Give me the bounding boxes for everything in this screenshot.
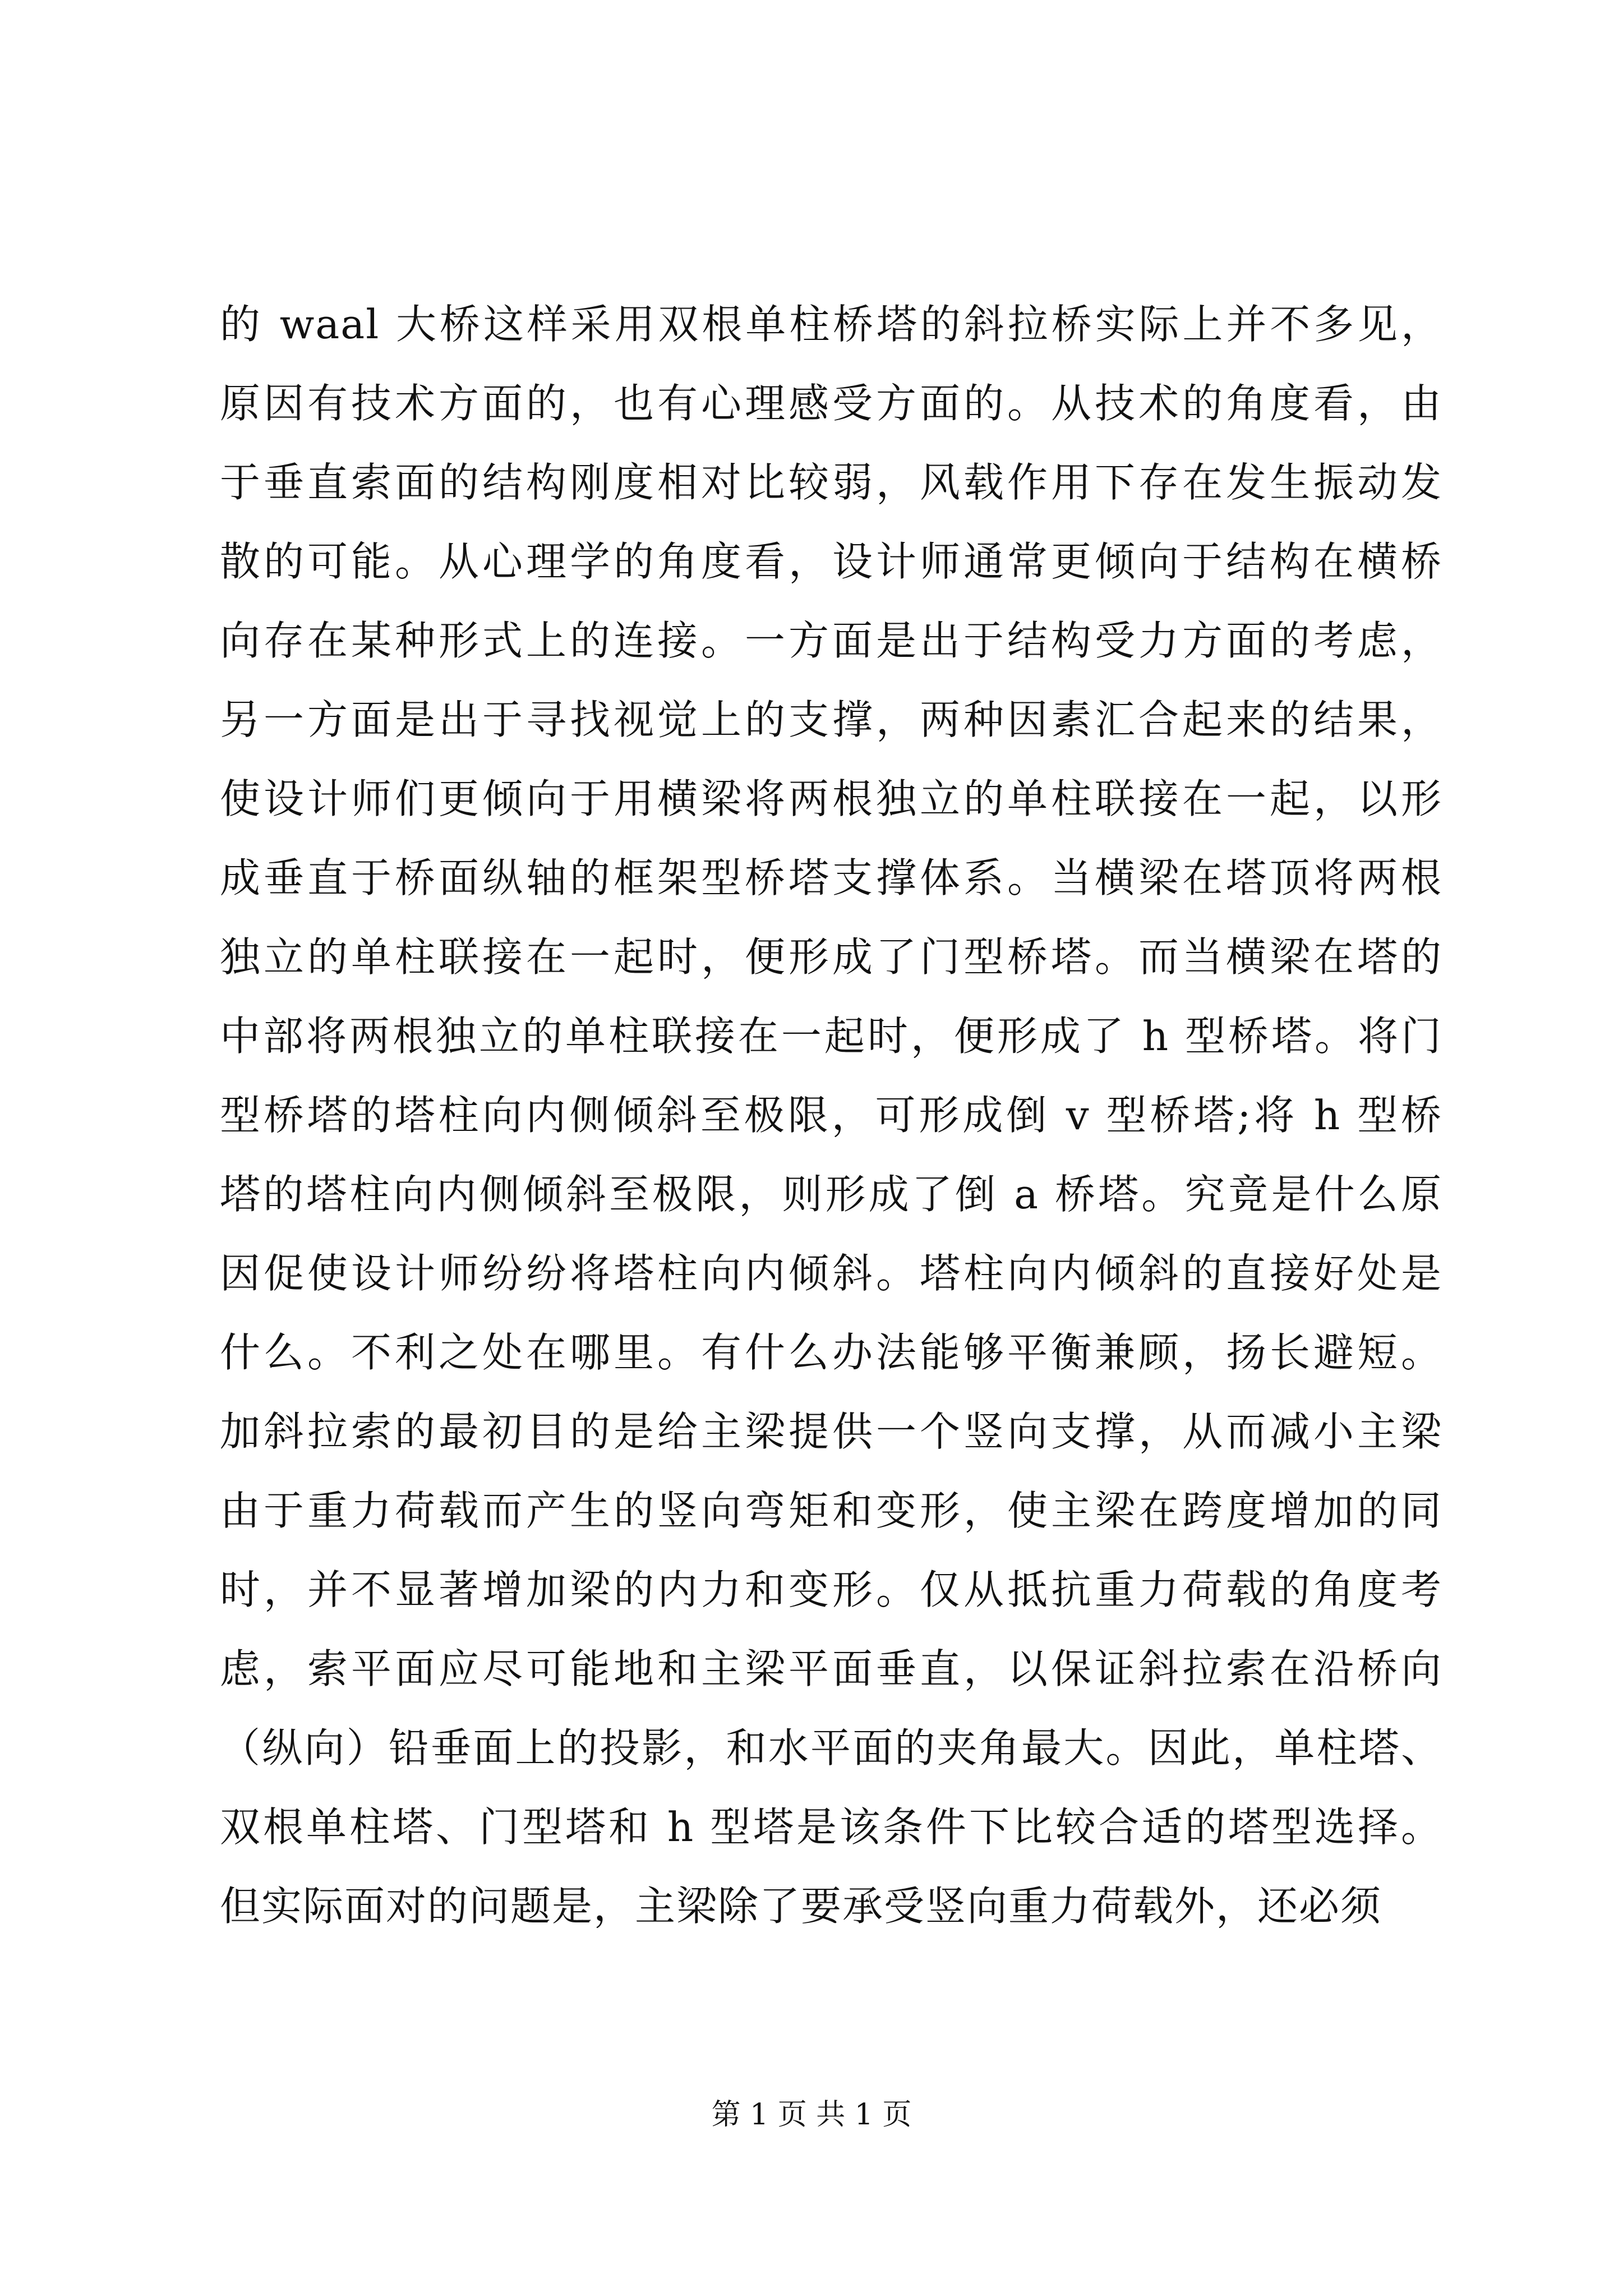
text-line: 双根单柱塔、门型塔和 h 型塔是该条件下比较合适的塔型选择。	[220, 1803, 1442, 1851]
text-line: 散的可能。从心理学的角度看，设计师通常更倾向于结构在横桥	[220, 538, 1442, 585]
text-line: 塔的塔柱向内侧倾斜至极限，则形成了倒 a 桥塔。究竟是什么原	[220, 1171, 1442, 1218]
text-line: 由于重力荷载而产生的竖向弯矩和变形，使主梁在跨度增加的同	[220, 1487, 1442, 1534]
text-line: 独立的单柱联接在一起时，便形成了门型桥塔。而当横梁在塔的	[220, 933, 1442, 981]
page-footer: 第 1 页 共 1 页	[711, 2098, 912, 2132]
text-line: 于垂直索面的结构刚度相对比较弱，风载作用下存在发生振动发	[220, 459, 1442, 506]
text-line: 的 waal 大桥这样采用双根单柱桥塔的斜拉桥实际上并不多见，	[220, 301, 1442, 348]
text-line: 成垂直于桥面纵轴的框架型桥塔支撑体系。当横梁在塔顶将两根	[220, 854, 1442, 901]
text-line: 因促使设计师纷纷将塔柱向内倾斜。塔柱向内倾斜的直接好处是	[220, 1250, 1442, 1297]
text-line: 型桥塔的塔柱向内侧倾斜至极限，可形成倒 v 型桥塔;将 h 型桥	[220, 1092, 1442, 1139]
text-line: 向存在某种形式上的连接。一方面是出于结构受力方面的考虑，	[220, 617, 1442, 664]
text-line: 使设计师们更倾向于用横梁将两根独立的单柱联接在一起，以形	[220, 775, 1442, 822]
text-line: 原因有技术方面的，也有心理感受方面的。从技术的角度看，由	[220, 380, 1442, 427]
text-line: 另一方面是出于寻找视觉上的支撑，两种因素汇合起来的结果，	[220, 696, 1442, 743]
text-line: 虑，索平面应尽可能地和主梁平面垂直，以保证斜拉索在沿桥向	[220, 1645, 1442, 1692]
text-line: 中部将两根独立的单柱联接在一起时，便形成了 h 型桥塔。将门	[220, 1013, 1442, 1060]
text-line: 什么。不利之处在哪里。有什么办法能够平衡兼顾，扬长避短。	[220, 1329, 1442, 1376]
text-line: 但实际面对的问题是，主梁除了要承受竖向重力荷载外，还必须	[220, 1883, 1382, 1930]
text-line: （纵向）铅垂面上的投影，和水平面的夹角最大。因此，单柱塔、	[220, 1724, 1442, 1772]
text-line: 加斜拉索的最初目的是给主梁提供一个竖向支撑，从而减小主梁	[220, 1408, 1442, 1455]
body-text	[220, 285, 1442, 1946]
text-line: 时，并不显著增加梁的内力和变形。仅从抵抗重力荷载的角度考	[220, 1566, 1442, 1613]
